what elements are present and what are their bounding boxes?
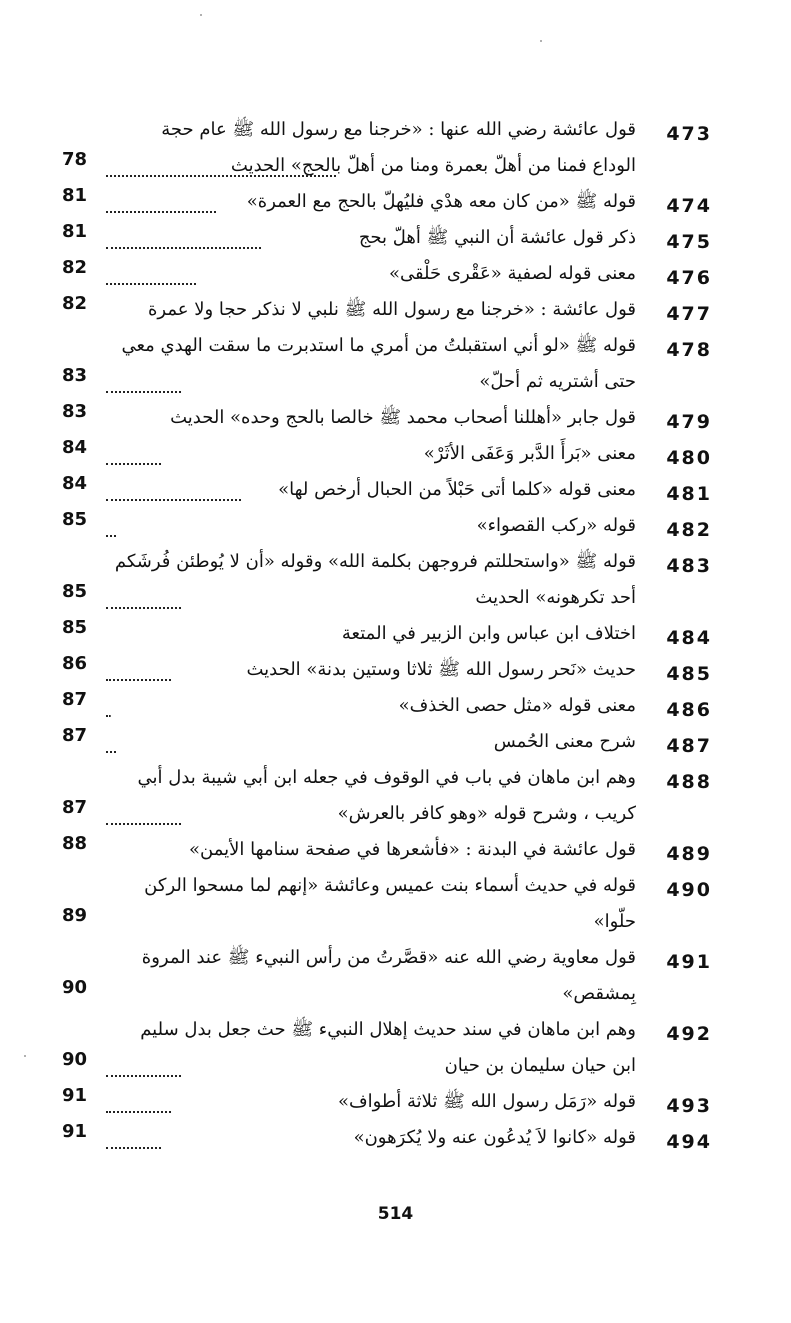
toc-entry xyxy=(62,184,712,220)
page-number: 514 xyxy=(377,1204,414,1224)
entry-text: قوله ﷺ «واستحللتم فروجهن بكلمة الله» وقوله «أن لا يُوطئن فُرشَكم xyxy=(114,551,636,572)
entry-number: 476 xyxy=(666,267,712,289)
dot-leader xyxy=(106,175,336,177)
entry-number: 483 xyxy=(666,555,712,577)
entry-text: قوله «رَمَل رسول الله ﷺ ثلاثة أطواف» xyxy=(337,1091,636,1112)
toc-entry xyxy=(62,832,712,868)
entry-number: 478 xyxy=(666,339,712,361)
entry-text: معنى قوله لصفية «عَقْرى حَلْقى» xyxy=(388,263,636,284)
toc-entry xyxy=(62,112,712,184)
entry-text: قوله ﷺ «لو أني استقبلتُ من أمري ما استدبرت ما سقت الهدي معي xyxy=(121,335,636,356)
entry-text: معنى قوله «كلما أتى حَبْلاً من الحبال أرخص لها» xyxy=(278,479,636,500)
scan-speck xyxy=(540,40,542,42)
entry-text: وهم ابن ماهان في باب في الوقوف في جعله ابن أبي شيبة بدل أبي xyxy=(137,767,636,788)
entry-text-line xyxy=(62,1012,636,1048)
toc-entry xyxy=(62,472,712,508)
toc-entry xyxy=(62,616,712,652)
entry-text-line xyxy=(62,580,636,616)
entry-text: بِمشقص» xyxy=(562,983,636,1004)
entry-number: 477 xyxy=(666,303,712,325)
entry-text-line xyxy=(62,796,636,832)
entry-number: 489 xyxy=(666,843,712,865)
entry-text: قوله ﷺ «من كان معه هدْي فليُهلّ بالحج مع العمرة» xyxy=(246,191,636,212)
entry-text-line xyxy=(62,832,636,868)
page-reference: 87 xyxy=(62,689,88,710)
dot-leader xyxy=(106,1147,161,1149)
entry-text-line xyxy=(62,328,636,364)
entry-number: 491 xyxy=(666,951,712,973)
page-reference: 82 xyxy=(62,293,88,314)
entry-text: الوداع فمنا من أهلّ بعمرة ومنا من أهلّ بالحج» الحديث xyxy=(230,155,636,176)
dot-leader xyxy=(106,1111,171,1113)
toc-entry xyxy=(62,292,712,328)
entry-number: 480 xyxy=(666,447,712,469)
toc-entry xyxy=(62,508,712,544)
page-reference: 81 xyxy=(62,185,88,206)
toc-entry xyxy=(62,544,712,616)
page-reference: 86 xyxy=(62,653,88,674)
entry-text: قول عائشة في البدنة : «فأشعرها في صفحة سنامها الأيمن» xyxy=(189,839,636,860)
dot-leader xyxy=(106,463,161,465)
page-reference: 87 xyxy=(62,725,88,746)
page-reference: 85 xyxy=(62,617,88,638)
dot-leader xyxy=(106,679,171,681)
entry-text: قول عائشة رضي الله عنها : «خرجنا مع رسول الله ﷺ عام حجة xyxy=(161,119,636,140)
entry-number: 482 xyxy=(666,519,712,541)
entry-text-line xyxy=(62,688,636,724)
toc-entry xyxy=(62,436,712,472)
entry-text-line xyxy=(62,292,636,328)
entry-text: قول جابر «أهللنا أصحاب محمد ﷺ خالصا بالحج وحده» الحديث xyxy=(170,407,636,428)
page-reference: 87 xyxy=(62,797,88,818)
toc-entry xyxy=(62,400,712,436)
dot-leader xyxy=(106,283,196,285)
dot-leader xyxy=(106,823,181,825)
entry-text: حتى أشتريه ثم أحلّ» xyxy=(479,371,636,392)
toc-entry xyxy=(62,1084,712,1120)
entry-number: 487 xyxy=(666,735,712,757)
entry-number: 485 xyxy=(666,663,712,685)
entry-text: قول معاوية رضي الله عنه «قصَّرتُ من رأس النبيء ﷺ عند المروة xyxy=(141,947,636,968)
entry-text: حديث «نَحر رسول الله ﷺ ثلاثا وستين بدنة» الحديث xyxy=(246,659,636,680)
page-reference: 85 xyxy=(62,509,88,530)
page-reference: 82 xyxy=(62,257,88,278)
entry-text: كريب ، وشرح قوله «وهو كافر بالعرش» xyxy=(337,803,636,824)
table-of-contents xyxy=(62,112,712,1156)
entry-text: قوله «ركب القصواء» xyxy=(476,515,636,536)
dot-leader xyxy=(106,535,116,537)
toc-entry xyxy=(62,1012,712,1084)
dot-leader xyxy=(106,607,181,609)
entry-text: وهم ابن ماهان في سند حديث إهلال النبيء ﷺ حث جعل بدل سليم xyxy=(140,1019,636,1040)
toc-entry xyxy=(62,688,712,724)
entry-text: ابن حيان سليمان بن حيان xyxy=(444,1055,636,1076)
page-reference: 88 xyxy=(62,833,88,854)
entry-text-line xyxy=(62,868,636,904)
scan-speck xyxy=(24,1055,26,1057)
entry-number: 486 xyxy=(666,699,712,721)
entry-text-line xyxy=(62,904,636,940)
entry-text-line xyxy=(62,724,636,760)
entry-number: 479 xyxy=(666,411,712,433)
entry-text: قول عائشة : «خرجنا مع رسول الله ﷺ نلبي لا نذكر حجا ولا عمرة xyxy=(147,299,636,320)
dot-leader xyxy=(106,751,116,753)
entry-text-line xyxy=(62,544,636,580)
entry-text: قوله في حديث أسماء بنت عميس وعائشة «إنهم لما مسحوا الركن xyxy=(144,875,636,896)
page-reference: 90 xyxy=(62,1049,88,1070)
entry-text-line xyxy=(62,940,636,976)
entry-text: معنى قوله «مثل حصى الخذف» xyxy=(398,695,636,716)
entry-text-line xyxy=(62,508,636,544)
page-reference: 78 xyxy=(62,149,88,170)
toc-entry xyxy=(62,760,712,832)
toc-entry xyxy=(62,868,712,940)
entry-text: شرح معنى الحُمس xyxy=(493,731,636,752)
entry-text-line xyxy=(62,184,636,220)
entry-number: 484 xyxy=(666,627,712,649)
page-reference: 84 xyxy=(62,437,88,458)
entry-number: 475 xyxy=(666,231,712,253)
toc-entry xyxy=(62,220,712,256)
page-reference: 91 xyxy=(62,1085,88,1106)
entry-text-line xyxy=(62,256,636,292)
page-reference: 81 xyxy=(62,221,88,242)
entry-text-line xyxy=(62,760,636,796)
page-reference: 91 xyxy=(62,1121,88,1142)
page-reference: 84 xyxy=(62,473,88,494)
entry-number: 481 xyxy=(666,483,712,505)
entry-text-line xyxy=(62,616,636,652)
page-reference: 83 xyxy=(62,401,88,422)
toc-entry xyxy=(62,256,712,292)
dot-leader xyxy=(106,499,241,501)
entry-text-line xyxy=(62,148,636,184)
entry-text: معنى «بَرأَ الدَّبر وَعَفَى الأثَرْ» xyxy=(423,443,636,464)
toc-entry xyxy=(62,940,712,1012)
entry-text-line xyxy=(62,976,636,1012)
toc-entry xyxy=(62,1120,712,1156)
entry-text-line xyxy=(62,1048,636,1084)
entry-text-line xyxy=(62,112,636,148)
entry-text-line xyxy=(62,652,636,688)
toc-entry xyxy=(62,328,712,400)
toc-entry xyxy=(62,652,712,688)
entry-text: حلّوا» xyxy=(593,911,636,932)
page-reference: 90 xyxy=(62,977,88,998)
entry-number: 492 xyxy=(666,1023,712,1045)
entry-text-line xyxy=(62,364,636,400)
entry-number: 474 xyxy=(666,195,712,217)
entry-text-line xyxy=(62,220,636,256)
entry-text-line xyxy=(62,400,636,436)
entry-text-line xyxy=(62,1120,636,1156)
entry-number: 493 xyxy=(666,1095,712,1117)
page-reference: 83 xyxy=(62,365,88,386)
entry-text: ذكر قول عائشة أن النبي ﷺ أهلّ بحج xyxy=(358,227,636,248)
entry-text: قوله «كانوا لاَ يُدعُون عنه ولا يُكرَهون» xyxy=(353,1127,636,1148)
toc-entry xyxy=(62,724,712,760)
dot-leader xyxy=(106,1075,181,1077)
entry-number: 473 xyxy=(666,123,712,145)
entry-text-line xyxy=(62,436,636,472)
dot-leader xyxy=(106,211,216,213)
entry-number: 494 xyxy=(666,1131,712,1153)
page-reference: 89 xyxy=(62,905,88,926)
dot-leader xyxy=(106,715,111,717)
dot-leader xyxy=(106,247,261,249)
scan-speck xyxy=(200,14,202,16)
entry-text: أحد تكرهونه» الحديث xyxy=(475,587,636,608)
entry-number: 490 xyxy=(666,879,712,901)
entry-number: 488 xyxy=(666,771,712,793)
dot-leader xyxy=(106,391,181,393)
entry-text: اختلاف ابن عباس وابن الزبير في المتعة xyxy=(341,623,636,644)
entry-text-line xyxy=(62,472,636,508)
entry-text-line xyxy=(62,1084,636,1120)
page-reference: 85 xyxy=(62,581,88,602)
